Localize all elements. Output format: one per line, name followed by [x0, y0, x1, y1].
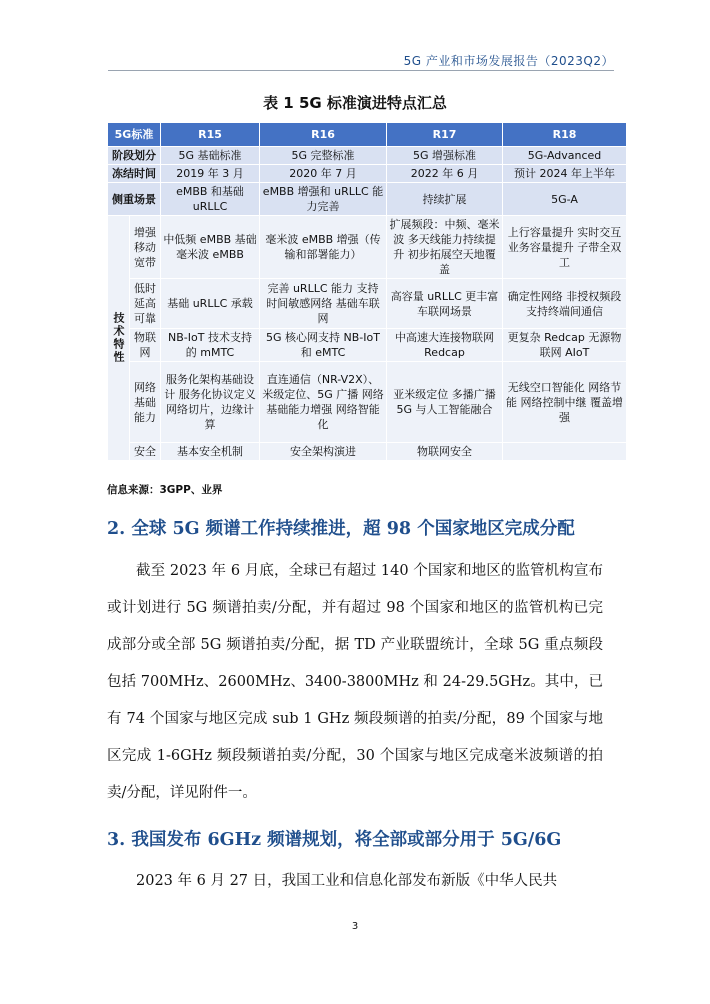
table-cell: 基础 uRLLC 承载 [161, 279, 260, 329]
table-cell: 5G 完整标准 [260, 147, 387, 165]
sub-label: 安全 [130, 443, 161, 461]
header-cell: R17 [387, 123, 503, 147]
header-cell: R16 [260, 123, 387, 147]
table-cell: 完善 uRLLC 能力 支持时间敏感网络 基础车联网 [260, 279, 387, 329]
section-2-paragraph: 截至 2023 年 6 月底，全球已有超过 140 个国家和地区的监管机构宣布或计划进行 5G 频谱拍卖/分配，并有超过 98 个国家和地区的监管机构已完成部分或全部 5G 频谱拍卖/分配，据 TD 产业联盟统计，全球 5G 重点频段包括 700MHz、2600MHz、3400-3800MHz 和 24-29.5GHz。其中，已有 74 个国家与地区完成 sub 1 GHz 频段频谱的拍卖/分配，89 个国家与地区完成 1-6GHz 频段频谱拍卖/分配，30 个国家与地区完成毫米波频谱的拍卖/分配，详见附件一。 [107, 563, 603, 801]
tech-feature-label: 技术特性 [108, 216, 130, 461]
sub-label: 网络基础能力 [130, 362, 161, 443]
table-cell: 物联网安全 [387, 443, 503, 461]
table-cell: 5G 增强标准 [387, 147, 503, 165]
table-row [108, 147, 627, 165]
table-cell: 服务化架构基础设计 服务化协议定义 网络切片，边缘计算 [161, 362, 260, 443]
table-cell: 基本安全机制 [161, 443, 260, 461]
table-row [108, 216, 627, 279]
table-row [108, 165, 627, 183]
header-rule [108, 70, 614, 71]
table-cell: 中高速大连接物联网 Redcap [387, 329, 503, 362]
table-row [108, 329, 627, 362]
page-number: 3 [351, 921, 359, 932]
table-cell: 5G-Advanced [503, 147, 627, 165]
table-title: 表 1 5G 标准演进特点汇总 [263, 94, 447, 112]
row-label: 冻结时间 [108, 165, 161, 183]
row-label: 阶段划分 [108, 147, 161, 165]
table-cell: 毫米波 eMBB 增强（传输和部署能力） [260, 216, 387, 279]
table-cell: 5G 基础标准 [161, 147, 260, 165]
standards-table [107, 122, 627, 461]
table-cell: 扩展频段：中频、毫米波 多天线能力持续提升 初步拓展空天地覆盖 [387, 216, 503, 279]
source-note: 信息来源：3GPP、业界 [107, 484, 223, 496]
table-cell: 高容量 uRLLC 更丰富车联网场景 [387, 279, 503, 329]
sub-label: 增强移动宽带 [130, 216, 161, 279]
table-cell: 上行容量提升 实时交互业务容量提升 子带全双工 [503, 216, 627, 279]
table-cell [503, 443, 627, 461]
table-row [108, 183, 627, 216]
sub-label: 物联网 [130, 329, 161, 362]
table-cell: 2019 年 3 月 [161, 165, 260, 183]
table-cell: 安全架构演进 [260, 443, 387, 461]
table-cell: 2020 年 7 月 [260, 165, 387, 183]
table-cell: 5G 核心网支持 NB-IoT 和 eMTC [260, 329, 387, 362]
table-cell: 中低频 eMBB 基础毫米波 eMBB [161, 216, 260, 279]
section-3-paragraph: 2023 年 6 月 27 日，我国工业和信息化部发布新版《中华人民共 [136, 873, 558, 889]
table-row [108, 443, 627, 461]
table-cell: NB-IoT 技术支持的 mMTC [161, 329, 260, 362]
table-cell: 更复杂 Redcap 无源物联网 AIoT [503, 329, 627, 362]
row-label: 侧重场景 [108, 183, 161, 216]
table-row [108, 362, 627, 443]
table-cell: eMBB 增强和 uRLLC 能力完善 [260, 183, 387, 216]
table-cell: 2022 年 6 月 [387, 165, 503, 183]
section-3-heading: 3. 我国发布 6GHz 频谱规划，将全部或部分用于 5G/6G [107, 830, 562, 850]
page-header-text: 5G 产业和市场发展报告（2023Q2） [403, 54, 614, 68]
sub-label: 低时延高可靠 [130, 279, 161, 329]
header-cell: 5G标准 [108, 123, 161, 147]
table-cell: 无线空口智能化 网络节能 网络控制中继 覆盖增强 [503, 362, 627, 443]
table-cell: eMBB 和基础 uRLLC [161, 183, 260, 216]
table-cell: 亚米级定位 多播广播 5G 与人工智能融合 [387, 362, 503, 443]
table-cell: 确定性网络 非授权频段支持终端间通信 [503, 279, 627, 329]
header-cell: R15 [161, 123, 260, 147]
table-header-row [108, 123, 627, 147]
section-2-heading: 2. 全球 5G 频谱工作持续推进，超 98 个国家地区完成分配 [107, 519, 575, 539]
table-cell: 持续扩展 [387, 183, 503, 216]
table-cell: 预计 2024 年上半年 [503, 165, 627, 183]
header-cell: R18 [503, 123, 627, 147]
table-cell: 5G-A [503, 183, 627, 216]
table-cell: 直连通信（NR-V2X）、米级定位、5G 广播 网络基础能力增强 网络智能化 [260, 362, 387, 443]
table-row [108, 279, 627, 329]
